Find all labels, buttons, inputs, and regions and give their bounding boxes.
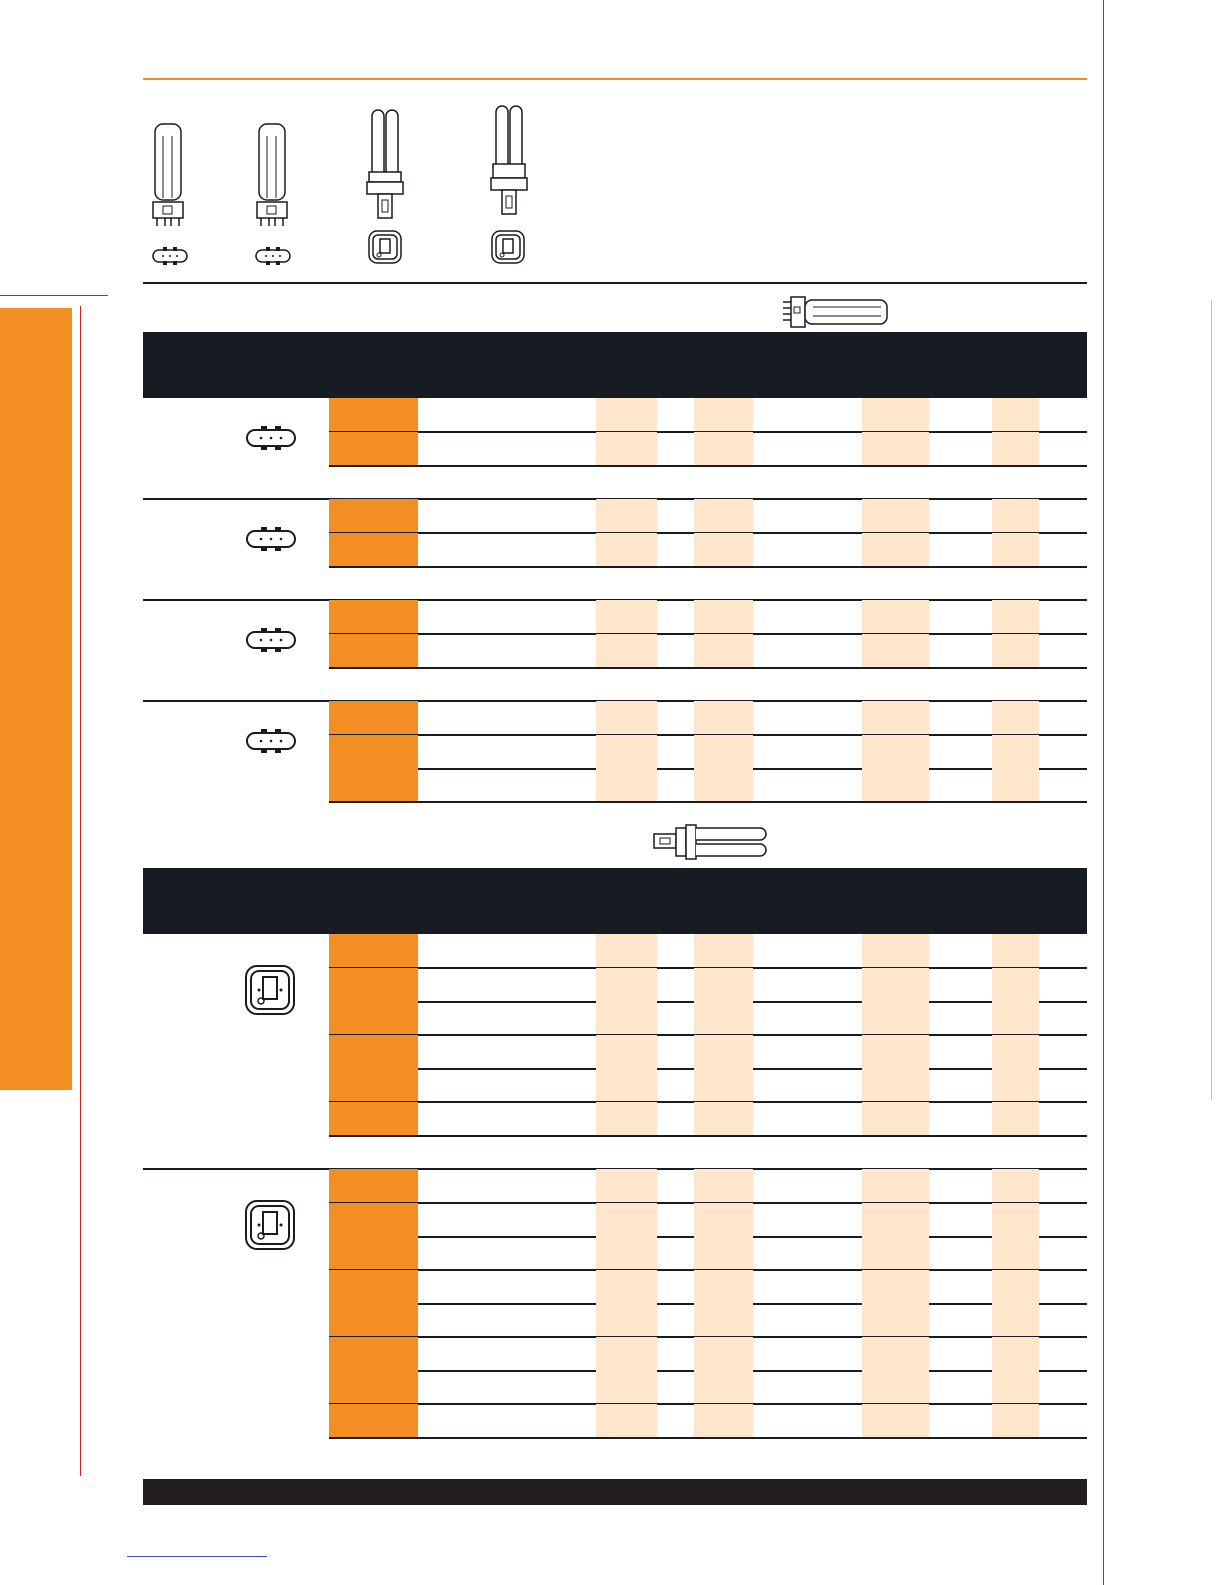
highlight-column-cell — [862, 1337, 929, 1371]
row-divider — [329, 465, 1087, 467]
highlight-column-cell — [694, 968, 753, 1002]
highlight-column-cell — [862, 1270, 929, 1304]
table-row — [329, 1068, 1087, 1102]
highlight-column-cell — [596, 634, 657, 668]
highlight-column-cell — [596, 1236, 657, 1270]
section-1-header — [143, 332, 1087, 398]
table-row — [329, 533, 1087, 567]
section-2-header — [143, 868, 1087, 934]
highlight-column-cell — [694, 735, 753, 769]
table-row — [329, 432, 1087, 466]
row-key-cell — [329, 634, 418, 668]
highlight-column-cell — [992, 934, 1039, 968]
highlight-column-cell — [596, 735, 657, 769]
highlight-column-cell — [992, 1001, 1039, 1035]
highlight-column-cell — [694, 533, 753, 567]
table-row — [329, 768, 1087, 802]
highlight-column-cell — [694, 499, 753, 533]
highlight-column-cell — [992, 701, 1039, 735]
row-key-cell — [329, 701, 418, 735]
highlight-column-cell — [596, 432, 657, 466]
table-row — [329, 499, 1087, 533]
base-2pin-square-icon — [244, 964, 296, 1021]
highlight-column-cell — [596, 1337, 657, 1371]
highlight-column-cell — [862, 968, 929, 1002]
row-key-cell — [329, 1236, 418, 1270]
highlight-column-cell — [596, 1169, 657, 1203]
highlight-column-cell — [862, 1404, 929, 1438]
row-key-cell — [329, 1370, 418, 1404]
highlight-column-cell — [596, 1068, 657, 1102]
row-key-cell — [329, 968, 418, 1002]
row-key-cell — [329, 1102, 418, 1136]
highlight-column-cell — [596, 934, 657, 968]
highlight-column-cell — [694, 398, 753, 432]
highlight-column-cell — [992, 1404, 1039, 1438]
highlight-column-cell — [694, 432, 753, 466]
highlight-column-cell — [992, 1035, 1039, 1069]
base-4pin-oval-icon — [244, 424, 298, 457]
highlight-column-cell — [862, 934, 929, 968]
highlight-column-cell — [992, 1303, 1039, 1337]
row-key-cell — [329, 499, 418, 533]
highlight-column-cell — [694, 1337, 753, 1371]
highlight-column-cell — [596, 1370, 657, 1404]
row-key-cell — [329, 398, 418, 432]
highlight-column-cell — [694, 1035, 753, 1069]
highlight-column-cell — [694, 634, 753, 668]
highlight-column-cell — [862, 1203, 929, 1237]
highlight-column-cell — [694, 1236, 753, 1270]
row-key-cell — [329, 1337, 418, 1371]
highlight-column-cell — [596, 499, 657, 533]
row-divider — [329, 566, 1087, 568]
highlight-column-cell — [992, 768, 1039, 802]
highlight-column-cell — [694, 1068, 753, 1102]
row-key-cell — [329, 1203, 418, 1237]
highlight-column-cell — [596, 398, 657, 432]
highlight-column-cell — [862, 1303, 929, 1337]
highlight-column-cell — [596, 1404, 657, 1438]
highlight-column-cell — [992, 1370, 1039, 1404]
row-key-cell — [329, 768, 418, 802]
highlight-column-cell — [596, 533, 657, 567]
row-key-cell — [329, 1001, 418, 1035]
highlight-column-cell — [862, 1169, 929, 1203]
highlight-column-cell — [596, 1035, 657, 1069]
highlight-column-cell — [596, 1102, 657, 1136]
highlight-column-cell — [862, 533, 929, 567]
highlight-column-cell — [694, 1102, 753, 1136]
highlight-column-cell — [862, 701, 929, 735]
highlight-column-cell — [694, 1404, 753, 1438]
highlight-column-cell — [862, 398, 929, 432]
lamp-2pin-double-tube-icon — [488, 102, 530, 220]
highlight-column-cell — [992, 634, 1039, 668]
row-key-cell — [329, 432, 418, 466]
row-key-cell — [329, 1169, 418, 1203]
highlight-column-cell — [694, 701, 753, 735]
base-4pin-oval-icon — [244, 525, 298, 558]
row-key-cell — [329, 934, 418, 968]
highlight-column-cell — [992, 1169, 1039, 1203]
table-row — [329, 701, 1087, 735]
row-divider — [329, 1135, 1087, 1137]
table-row — [329, 398, 1087, 432]
highlight-column-cell — [694, 1303, 753, 1337]
table-row — [329, 1001, 1087, 1035]
highlight-column-cell — [596, 701, 657, 735]
highlight-column-cell — [862, 432, 929, 466]
row-key-cell — [329, 1303, 418, 1337]
highlight-column-cell — [992, 600, 1039, 634]
base-2pin-square-icon — [367, 229, 403, 265]
row-divider — [329, 801, 1087, 803]
highlight-column-cell — [862, 768, 929, 802]
highlight-column-cell — [992, 968, 1039, 1002]
lamp-4pin-single-tube-icon — [254, 122, 294, 232]
lamps-divider — [143, 282, 1087, 284]
highlight-column-cell — [862, 1370, 929, 1404]
highlight-column-cell — [992, 499, 1039, 533]
row-key-cell — [329, 1270, 418, 1304]
highlight-column-cell — [862, 499, 929, 533]
table-row — [329, 934, 1087, 968]
trim-mark-right-inner — [1211, 300, 1212, 1100]
highlight-column-cell — [694, 768, 753, 802]
row-divider — [329, 667, 1087, 669]
highlight-column-cell — [992, 1270, 1039, 1304]
base-2pin-square-icon — [490, 229, 526, 265]
highlight-column-cell — [992, 735, 1039, 769]
footer-band — [143, 1479, 1087, 1505]
lamp-double-tube-horizontal-icon — [652, 822, 772, 862]
table-row — [329, 735, 1087, 769]
row-divider — [329, 1437, 1087, 1439]
highlight-column-cell — [862, 735, 929, 769]
highlight-column-cell — [862, 1102, 929, 1136]
row-key-cell — [329, 1035, 418, 1069]
row-key-cell — [329, 1404, 418, 1438]
row-key-cell — [329, 533, 418, 567]
lamp-2pin-double-tube-icon — [364, 104, 406, 222]
base-4pin-oval-icon — [244, 727, 298, 760]
base-4pin-oval-icon — [254, 246, 292, 266]
table-row — [329, 1203, 1087, 1237]
highlight-column-cell — [862, 1035, 929, 1069]
highlight-column-cell — [596, 968, 657, 1002]
lamp-4pin-single-tube-icon — [150, 122, 190, 232]
base-4pin-oval-icon — [244, 626, 298, 659]
highlight-column-cell — [694, 1001, 753, 1035]
table-row — [329, 1404, 1087, 1438]
table-row — [329, 1303, 1087, 1337]
highlight-column-cell — [596, 1001, 657, 1035]
table-row — [329, 968, 1087, 1002]
highlight-column-cell — [992, 1203, 1039, 1237]
row-key-cell — [329, 1068, 418, 1102]
highlight-column-cell — [992, 1102, 1039, 1136]
table-row — [329, 1102, 1087, 1136]
table-row — [329, 634, 1087, 668]
table-row — [329, 1035, 1087, 1069]
highlight-column-cell — [992, 533, 1039, 567]
highlight-column-cell — [862, 634, 929, 668]
highlight-column-cell — [596, 600, 657, 634]
highlight-column-cell — [862, 600, 929, 634]
highlight-column-cell — [992, 432, 1039, 466]
highlight-column-cell — [992, 1236, 1039, 1270]
highlight-column-cell — [694, 1370, 753, 1404]
lamp-single-tube-horizontal-icon — [783, 294, 891, 330]
highlight-column-cell — [596, 1203, 657, 1237]
table-row — [329, 1236, 1087, 1270]
table-row — [329, 600, 1087, 634]
highlight-column-cell — [862, 1001, 929, 1035]
trim-mark-right — [1103, 0, 1104, 1585]
trim-mark-left — [80, 306, 81, 1476]
table-row — [329, 1169, 1087, 1203]
highlight-column-cell — [862, 1236, 929, 1270]
top-rule — [143, 78, 1087, 80]
highlight-column-cell — [862, 1068, 929, 1102]
base-4pin-oval-icon — [151, 246, 189, 266]
highlight-column-cell — [694, 1169, 753, 1203]
highlight-column-cell — [694, 600, 753, 634]
highlight-column-cell — [992, 1068, 1039, 1102]
highlight-column-cell — [596, 1303, 657, 1337]
highlight-column-cell — [596, 1270, 657, 1304]
table-row — [329, 1337, 1087, 1371]
highlight-column-cell — [596, 768, 657, 802]
table-row — [329, 1370, 1087, 1404]
row-key-cell — [329, 735, 418, 769]
side-tab — [0, 308, 72, 1090]
highlight-column-cell — [992, 398, 1039, 432]
highlight-column-cell — [694, 1270, 753, 1304]
trim-mark-top-left — [0, 295, 108, 296]
trim-mark-bottom — [127, 1556, 267, 1557]
base-2pin-square-icon — [244, 1199, 296, 1256]
row-key-cell — [329, 600, 418, 634]
highlight-column-cell — [694, 934, 753, 968]
highlight-column-cell — [992, 1337, 1039, 1371]
table-row — [329, 1270, 1087, 1304]
highlight-column-cell — [694, 1203, 753, 1237]
